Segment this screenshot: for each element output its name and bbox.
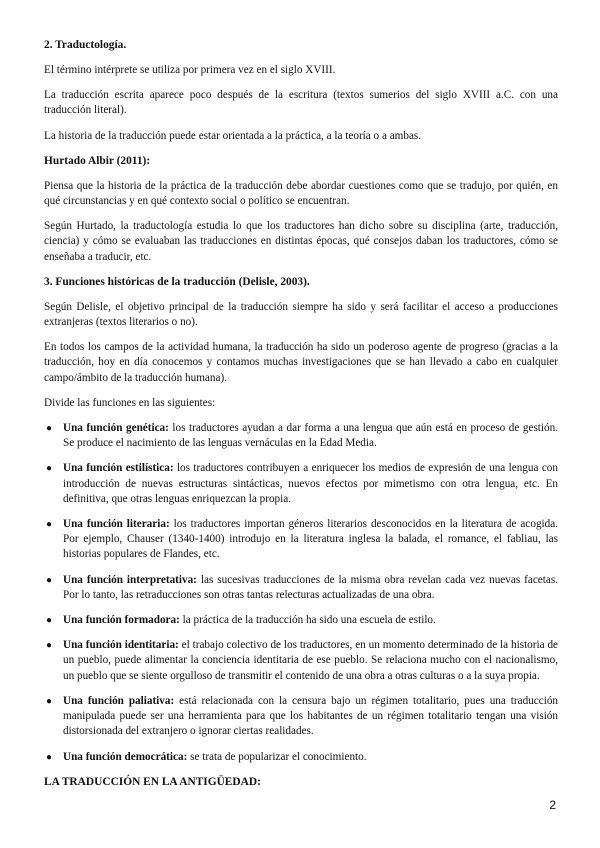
list-item <box>44 573 558 603</box>
bullet-icon: ● <box>46 751 53 763</box>
function-term: Una función democrática: <box>63 750 188 763</box>
list-item <box>44 638 558 684</box>
paragraph: En todos los campos de la actividad humana, la traducción ha sido un poderoso agente de progreso (gracias a la traducción, hoy en día conocemos y contamos muchas investigaciones que se han llevado a cabo en cualquier campo/ámbito de la traducción humana). <box>44 341 558 384</box>
function-term: Una función genética: <box>63 422 169 435</box>
paragraph: La traducción escrita aparece poco después de la escritura (textos sumerios del siglo XVIII a.C. con una traducción literal). <box>44 89 558 117</box>
function-text: el trabajo colectivo de los traductores, en un momento determinado de la historia de un pueblo, puede alimentar la conciencia identitaria de ese pueblo. Se relaciona mucho con el nacionalismo, un pueblo que se siente orgulloso de transmitir el contenido de una obra a otras culturas o a la suya propia. <box>63 639 559 682</box>
paragraph: Según Delisle, el objetivo principal de la traducción siempre ha sido y será facilitar el acceso a producciones extranjeras (textos literarios o no). <box>44 300 558 329</box>
list-item <box>44 421 558 451</box>
section-heading-traductologia: 2. Traductología. <box>44 39 127 51</box>
list-item <box>44 613 558 628</box>
paragraph: La historia de la traducción puede estar orientada a la práctica, a la teoría o a ambas. <box>44 129 422 142</box>
section-heading-funciones: 3. Funciones históricas de la traducción (Delisle, 2003). <box>44 275 310 288</box>
function-term: Una función literaria: <box>63 518 170 531</box>
function-term: Una función identitaria: <box>63 639 179 652</box>
section-heading-antiguedad: LA TRADUCCIÓN EN LA ANTIGÜEDAD: <box>44 775 261 788</box>
list-item <box>44 694 558 740</box>
page-number: 2 <box>549 798 556 812</box>
bullet-icon: ● <box>46 615 53 627</box>
bullet-icon: ● <box>46 519 53 531</box>
paragraph: El término intérprete se utiliza por primera vez en el siglo XVIII. <box>44 64 336 76</box>
function-term: Una función interpretativa: <box>63 573 197 586</box>
function-term: Una función paliativa: <box>63 694 175 707</box>
function-text: está relacionada con la censura bajo un régimen totalitario, pues una traducción manipulada puede ser una herramienta para que los habitantes de un régimen totalitario tengan una visión distorsionada del extranjero o ignorar ciertas realidades. <box>63 694 559 738</box>
paragraph: Divide las funciones en las siguientes: <box>44 396 216 409</box>
function-text: se trata de popularizar el conocimiento. <box>190 750 367 763</box>
bullet-icon: ● <box>46 423 53 435</box>
function-text: la práctica de la traducción ha sido una escuela de estilo. <box>182 614 436 627</box>
list-item <box>44 461 558 507</box>
section-heading-hurtado: Hurtado Albir (2011): <box>44 154 151 167</box>
function-text: las sucesivas traducciones de la misma obra revelan cada vez nuevas facetas. Por lo tanto, las retraducciones son otras tantas relecturas actualizadas de una obra. <box>63 573 558 601</box>
function-text: los traductores ayudan a dar forma a una lengua que aún está en proceso de gestión. Se produce el nacimiento de las lenguas vernáculas en la Edad Media. <box>63 422 558 450</box>
bullet-icon: ● <box>46 640 53 652</box>
function-text: los traductores contribuyen a enriquecer los medios de expresión de una lengua con introducción de nuevas estructuras sintácticas, nuevos efectos por mimetismo con otra lengua, etc. En definitiva, que otras lenguas enriquezcan la propia. <box>63 462 558 505</box>
bullet-icon: ● <box>46 574 53 586</box>
function-text: los traductores importan géneros literarios desconocidos en la literatura de acogida. Por ejemplo, Chauser (1340-1400) introdujo en la literatura inglesa la balada, el romance, el fabliau, las historias populares de Flandes, etc. <box>63 518 559 561</box>
functions-list <box>44 421 558 765</box>
function-term: Una función estilística: <box>63 462 174 475</box>
list-item <box>44 750 558 765</box>
paragraph: Según Hurtado, la traductología estudia lo que los traductores han dicho sobre su disciplina (arte, traducción, ciencia) y cómo se evaluaban las traducciones en distintas épocas, qué consejos daban los traductores, cómo se enseñaba a traducir, etc. <box>44 220 558 263</box>
function-term: Una función formadora: <box>63 614 180 627</box>
document-page <box>44 38 558 800</box>
paragraph: Piensa que la historia de la práctica de la traducción debe abordar cuestiones como que se tradujo, por quién, en qué circunstancias y en qué contexto social o político se encuentran. <box>44 179 558 208</box>
list-item <box>44 517 558 563</box>
bullet-icon: ● <box>46 695 53 707</box>
bullet-icon: ● <box>46 463 53 475</box>
